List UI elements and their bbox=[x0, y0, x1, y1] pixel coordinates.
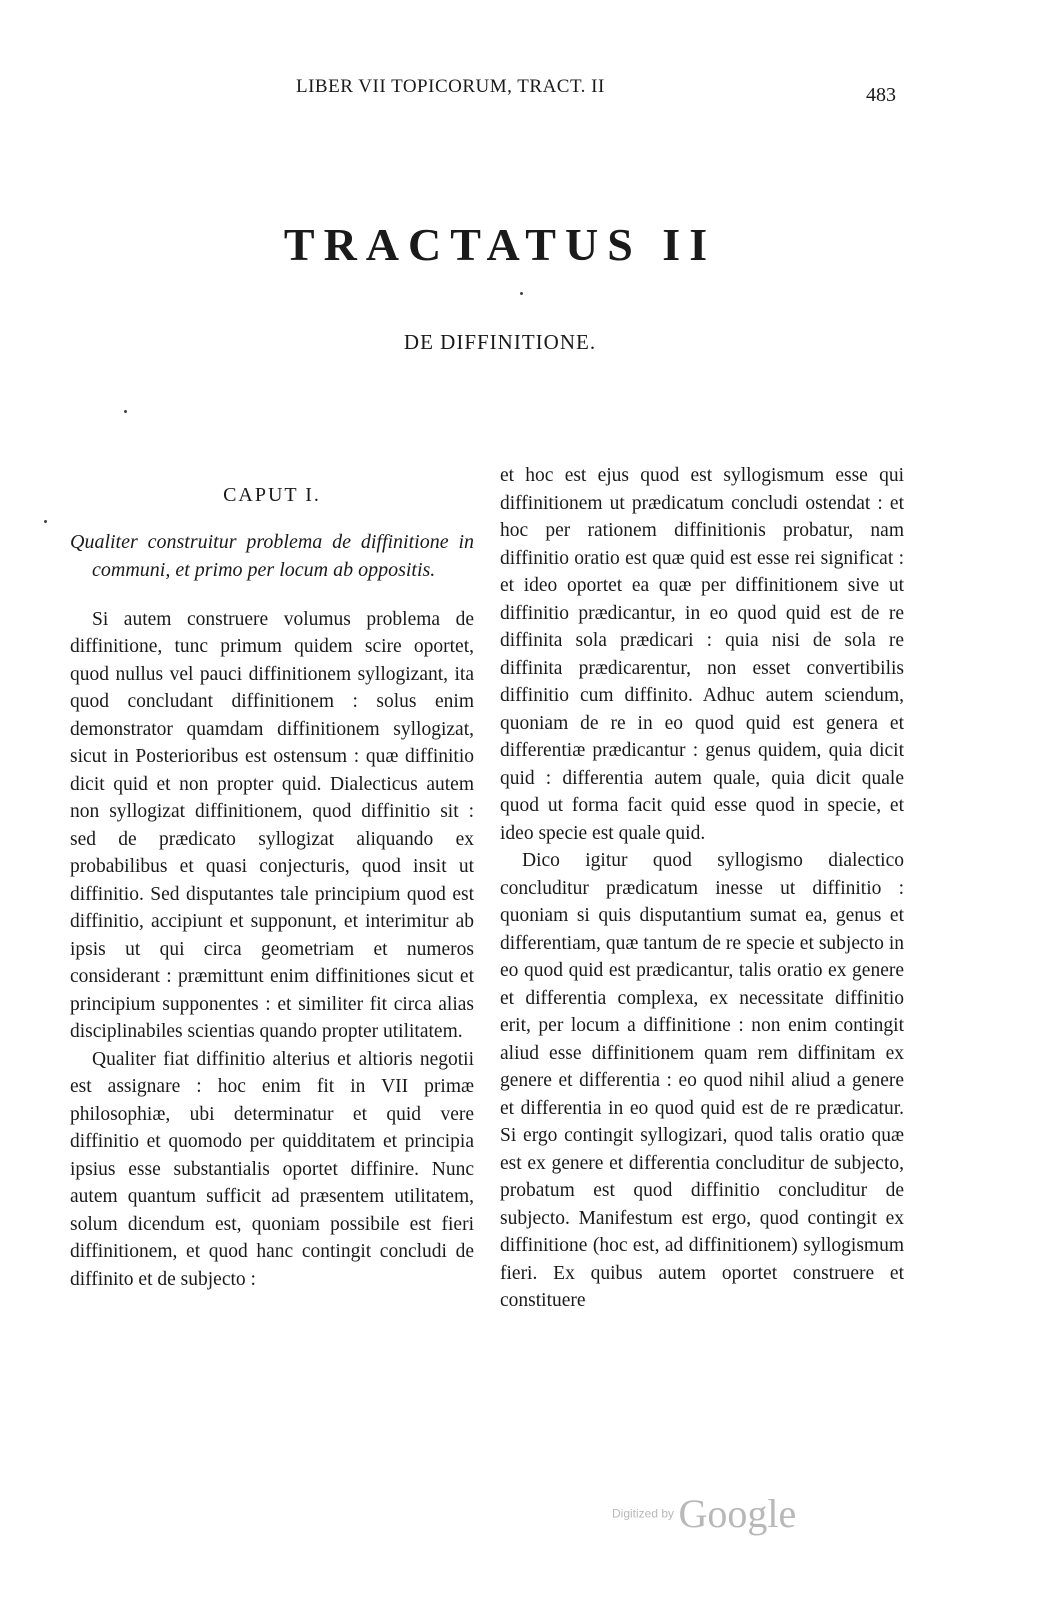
left-paragraph-2: Qualiter fiat diffinitio alterius et altioris negotii est assignare : hoc enim fit in VII primæ philosophiæ, ubi determinatur et quid vere diffinitio et quomodo per quidditatem et principia ipsius esse substantialis oportet diffinire. Nunc autem quantum sufficit ad præsentem utilitatem, solum dicendum est, quoniam possibile est fieri diffinitionem, et quod hanc contingit concludi de diffinito et de subjecto : bbox=[70, 1048, 474, 1290]
print-speck bbox=[124, 410, 127, 413]
digitization-watermark bbox=[612, 1490, 796, 1537]
right-paragraph-1: et hoc est ejus quod est syllogismum esse qui diffinitionem ut prædicatum concludi ostendat : et hoc per rationem diffinitionis probatur, nam diffinitio oratio est quæ quid est esse rei significat : et ideo oportet ea quæ per diffinitionem sive ut diffinitio prædicantur, in eo quod quid est de re diffinita sola prædicari : quia nisi de sola re diffinita prædicarentur, non esset convertibilis diffinitio cum diffinito. Adhuc autem sciendum, quoniam de re in eo quod quid est genera et differentiæ prædicantur : genus quidem, quia dicit quid : differentia autem quale, quia dicit quale quod ut forma facit quid esse quod in specie, et ideo specie est quale quid. bbox=[500, 465, 904, 844]
tractatus-title: TRACTATUS II bbox=[283, 219, 717, 270]
caput-summary: Qualiter construitur problema de diffinitione in communi, et primo per locum ab oppositis. bbox=[70, 530, 474, 581]
section-subtitle: DE DIFFINITIONE. bbox=[403, 330, 597, 354]
print-speck bbox=[520, 292, 523, 295]
running-header bbox=[0, 76, 1054, 106]
right-column bbox=[500, 462, 904, 1315]
caput-heading: CAPUT I. bbox=[223, 484, 321, 506]
right-paragraph-2: Dico igitur quod syllogismo dialectico concluditur prædicatum inesse ut diffinitio : quoniam si quis disputantium sumat ea, genus et differentiam, quæ tantum de re specie et subjecto in eo quod quid est prædicantur, talis oratio ex genere et differentia complexa, ex necessitate diffinitio erit, per locum a diffinitione : non enim contingit aliud esse diffinitionem quam rem diffinitam ex genere et differentia : eo quod nihil aliud a genere et differentia in eo quod quid est de re prædicatur. Si ergo contingit syllogizari, quod talis oratio quæ est ex genere et differentia concluditur de subjecto, probatum est quod diffinitio concluditur de subjecto. Manifestum est ergo, quod contingit ex diffinitione (hoc est, ad diffinitionem) syllogismum fieri. Ex quibus autem oportet construere et constituere bbox=[500, 850, 904, 1311]
digitized-by-label: Digitized by bbox=[612, 1506, 675, 1521]
page-number: 483 bbox=[866, 84, 896, 106]
left-column bbox=[70, 462, 474, 1293]
running-title: LIBER VII TOPICORUM, TRACT. II bbox=[296, 76, 605, 97]
left-paragraph-1: Si autem construere volumus problema de diffinitione, tunc primum quidem scire oportet, quod nullus vel pauci diffinitionem syllogizant, ita quod concludant diffinitionem : solus enim demonstrator quamdam diffinitionem syllogizat, sicut in Posterioribus est ostensum : quæ diffinitio dicit quid et non propter quid. Dialecticus autem non syllogizat diffinitionem, quod diffinitio sit : sed de prædicato syllogizat aliquando ex probabilibus et quasi conjecturis, quod insit ut diffinitio. Sed disputantes tale principium quod est diffinitio, accipiunt et supponunt, et interimitur ab ipsis ut qui circa geometriam et numeros considerant : præmittunt enim diffinitiones sicut et principium supponentes : et similiter fit circa alias disciplinabiles scientias quando propter utilitatem. bbox=[70, 608, 474, 1042]
google-logo: Google bbox=[678, 1491, 797, 1536]
print-speck bbox=[44, 520, 47, 523]
